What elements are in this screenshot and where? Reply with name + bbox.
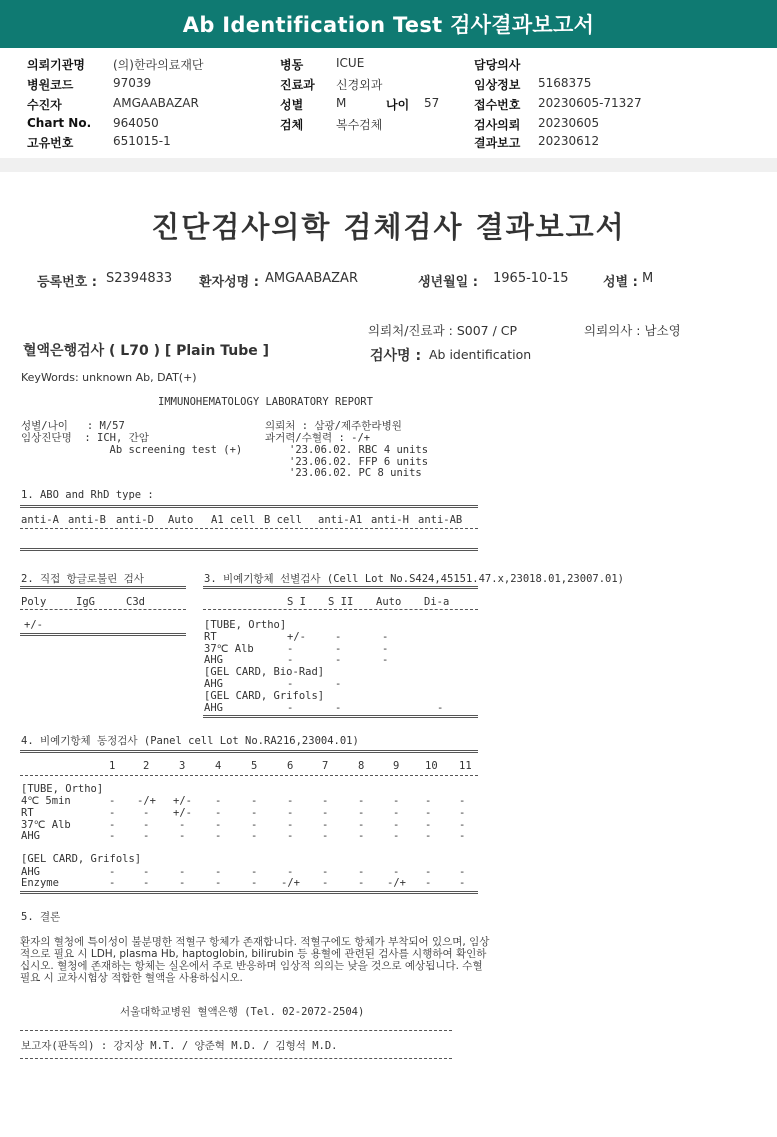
info-value-text: M	[336, 96, 347, 110]
screen-result-cell: +/-	[287, 630, 306, 643]
panel-result-cell: -	[322, 866, 329, 878]
panel-result-cell: -	[322, 877, 329, 889]
info-row	[386, 96, 409, 113]
transfusion-line: '23.06.02. PC 8 units	[289, 467, 422, 479]
info-row	[280, 116, 303, 133]
panel-result-cell: -	[322, 795, 329, 807]
panel-result-cell: -	[287, 795, 294, 807]
screen-result-cell: -	[437, 701, 444, 714]
panel-result-cell: -	[425, 819, 432, 831]
panel-result-cell: -	[358, 866, 365, 878]
panel-result-cell: -	[179, 877, 186, 889]
screen-row-label: AHG	[204, 678, 223, 690]
info-label: 고유번호	[27, 136, 74, 150]
panel-result-cell: -	[179, 866, 186, 878]
abo-header-cell: anti-D	[116, 514, 154, 526]
dashed-rule	[20, 1030, 452, 1031]
info-value	[113, 96, 199, 110]
panel-result-cell: -	[251, 819, 258, 831]
panel-result-cell: -	[459, 866, 466, 878]
info-value-text: 20230605	[538, 116, 600, 130]
panel-result-cell: -	[251, 877, 258, 889]
panel-result-cell: -	[215, 819, 222, 831]
report-header-title: Ab Identification Test 검사결과보고서	[182, 13, 595, 37]
panel-result-cell: -	[459, 807, 466, 819]
panel-result-cell: -	[393, 819, 400, 831]
transfusion-line: '23.06.02. FFP 6 units	[289, 456, 429, 468]
screen-result-cell: -	[335, 630, 342, 643]
info-value	[424, 96, 439, 110]
info-value-text: 20230605-71327	[538, 96, 642, 110]
panel-result-cell: -	[143, 866, 150, 878]
dob-value: 1965-10-15	[493, 271, 569, 286]
panel-result-cell: -	[109, 807, 116, 819]
panel-row-label: 4℃ 5min	[21, 795, 71, 807]
info-label: 임상정보	[474, 78, 521, 92]
info-value	[336, 76, 382, 93]
panel-result-cell: -	[251, 866, 258, 878]
panel-result-cell: -	[425, 795, 432, 807]
panel-result-cell: -	[393, 830, 400, 842]
dat-header-cell: Poly	[21, 596, 47, 608]
panel-result-cell: -	[287, 866, 294, 878]
abo-header-cell: anti-B	[68, 514, 106, 526]
panel-row-label: [TUBE, Ortho]	[21, 783, 104, 795]
info-value-text: AMGAABAZAR	[113, 96, 199, 110]
info-value-text: 964050	[113, 116, 159, 130]
panel-result-cell: -	[322, 830, 329, 842]
screen-result-cell: -	[335, 642, 342, 655]
abo-header-cell: anti-A1	[318, 514, 363, 526]
info-row	[474, 76, 520, 93]
panel-result-cell: -	[459, 877, 466, 889]
panel-result-cell: -	[358, 877, 365, 889]
screen-result-cell: -	[287, 654, 294, 667]
panel-result-cell: -	[143, 807, 150, 819]
screen-result-cell: -	[382, 654, 389, 667]
panel-header-cell: 7	[322, 760, 329, 772]
panel-result-cell: -	[393, 807, 400, 819]
panel-result-cell: -	[358, 830, 365, 842]
panel-result-cell: -/+	[387, 877, 406, 889]
info-value	[113, 134, 171, 148]
panel-result-cell: -	[251, 830, 258, 842]
panel-result-cell: -	[143, 877, 150, 889]
abo-header-cell: anti-H	[371, 514, 409, 526]
info-row	[280, 96, 303, 113]
info-row	[280, 56, 303, 73]
info-row	[474, 134, 520, 151]
panel-row-label: AHG	[21, 830, 40, 842]
double-rule	[20, 505, 478, 508]
screening-line: Ab screening test (+)	[21, 444, 243, 456]
dashed-rule	[203, 609, 478, 610]
info-row	[27, 134, 73, 151]
info-label: 접수번호	[474, 98, 521, 112]
info-row	[280, 76, 315, 93]
panel-result-cell: -	[251, 807, 258, 819]
info-label: 성별	[280, 98, 304, 112]
history-line: 과거력/수혈력 : -/+	[265, 432, 371, 444]
panel-result-cell: -	[287, 830, 294, 842]
panel-result-cell: -	[425, 866, 432, 878]
double-rule	[20, 891, 478, 894]
info-value	[538, 116, 599, 130]
section2-title: 2. 직접 항글로불린 검사	[21, 573, 144, 585]
screen-result-cell: -	[335, 654, 342, 667]
panel-result-cell: -	[143, 830, 150, 842]
keywords: KeyWords: unknown Ab, DAT(+)	[21, 371, 197, 384]
panel-result-cell: -	[459, 830, 466, 842]
panel-result-cell: -	[109, 819, 116, 831]
panel-result-cell: -	[287, 807, 294, 819]
double-rule	[20, 548, 478, 551]
dashed-rule	[20, 609, 186, 610]
section-title: 혈액은행검사 ( L70 ) [ Plain Tube ]	[23, 343, 270, 359]
dat-header-cell: C3d	[126, 596, 145, 608]
screen-row-label: [GEL CARD, Bio-Rad]	[204, 666, 325, 679]
panel-result-cell: -	[109, 795, 116, 807]
hospital-line: 서울대학교병원 혈액은행 (Tel. 02-2072-2504)	[120, 1006, 365, 1018]
sex-age-line: 성별/나이 : M/57	[21, 420, 125, 432]
info-label: 진료과	[280, 78, 315, 92]
info-value	[336, 56, 364, 70]
screen-header-cell: Di-a	[424, 596, 450, 608]
panel-result-cell: -	[358, 807, 365, 819]
panel-row-label: [GEL CARD, Grifols]	[21, 853, 142, 865]
info-row	[474, 56, 520, 73]
clinical-diagnosis: 임상진단명 : ICH, 간암	[21, 432, 149, 444]
double-rule	[203, 586, 478, 589]
panel-result-cell: -	[251, 795, 258, 807]
panel-result-cell: -	[459, 795, 466, 807]
panel-result-cell: -/+	[281, 877, 300, 889]
panel-result-cell: -	[425, 830, 432, 842]
panel-header-cell: 2	[143, 760, 150, 772]
abo-header-cell: A1 cell	[211, 514, 256, 526]
doctor-info: 의뢰의사 : 남소영	[584, 323, 681, 338]
dat-poly-value: +/-	[24, 619, 43, 631]
panel-result-cell: -	[358, 795, 365, 807]
screen-result-cell: -	[287, 678, 294, 690]
dat-header-cell: IgG	[76, 596, 95, 608]
section4-title: 4. 비예기항체 동정검사 (Panel cell Lot No.RA216,23004.01)	[21, 735, 359, 747]
sex-label: 성별 :	[603, 275, 638, 290]
panel-result-cell: -	[215, 830, 222, 842]
reporter-line: 보고자(판독의) : 강지상 M.T. / 양준혁 M.D. / 김형석 M.D.	[21, 1040, 338, 1052]
info-row	[474, 116, 520, 133]
abo-header-cell: anti-AB	[418, 514, 463, 526]
info-value	[113, 116, 159, 130]
screen-row-label: 37℃ Alb	[204, 642, 254, 655]
screen-header-cell: S I	[287, 596, 306, 608]
panel-header-cell: 11	[459, 760, 472, 772]
info-value-text: 5168375	[538, 76, 592, 90]
patient-value: AMGAABAZAR	[265, 271, 358, 286]
document-title: 진단검사의학 검체검사 결과보고서	[151, 210, 626, 244]
info-value-text: 20230612	[538, 134, 600, 148]
panel-result-cell: -	[215, 807, 222, 819]
sex-value: M	[642, 271, 654, 286]
abo-header-cell: B cell	[264, 514, 302, 526]
panel-result-cell: -	[179, 819, 186, 831]
panel-result-cell: -	[215, 795, 222, 807]
panel-header-cell: 4	[215, 760, 222, 772]
report-header-banner	[0, 0, 777, 48]
screen-result-cell: -	[382, 630, 389, 643]
abo-header-cell: Auto	[168, 514, 194, 526]
screen-row-label: AHG	[204, 654, 223, 667]
info-value	[538, 96, 642, 110]
info-label: 담당의사	[474, 58, 521, 72]
panel-result-cell: -	[287, 819, 294, 831]
dept-info: 의뢰처/진료과 : S007 / CP	[368, 323, 518, 338]
panel-header-cell: 3	[179, 760, 186, 772]
info-value-text: 신경외과	[336, 78, 383, 92]
info-row	[27, 116, 91, 130]
double-rule	[20, 750, 478, 753]
panel-result-cell: -	[358, 819, 365, 831]
requester-line: 의뢰처 : 삼광/제주한라병원	[265, 420, 402, 432]
panel-header-cell: 1	[109, 760, 116, 772]
test-label: 검사명 :	[370, 348, 422, 364]
info-value	[113, 56, 204, 73]
info-value-text: ICUE	[336, 56, 365, 70]
dashed-rule	[20, 775, 478, 776]
info-label: 결과보고	[474, 136, 521, 150]
info-value-text: 651015-1	[113, 134, 171, 148]
section3-title: 3. 비예기항체 선별검사 (Cell Lot No.S424,45151.47.x,23018.01,23007.01)	[204, 573, 625, 585]
info-value	[336, 116, 382, 133]
section5-title: 5. 결론	[21, 911, 61, 923]
section-divider	[0, 158, 777, 172]
panel-result-cell: -	[109, 830, 116, 842]
screen-row-label: RT	[204, 630, 217, 643]
panel-result-cell: -	[179, 830, 186, 842]
info-label: Chart No.	[27, 116, 92, 130]
panel-result-cell: -/+	[137, 795, 156, 807]
info-label: 검사의뢰	[474, 118, 521, 132]
age-value: 57	[424, 96, 440, 110]
dashed-rule	[20, 1058, 452, 1059]
panel-result-cell: -	[143, 819, 150, 831]
info-row	[27, 56, 85, 73]
info-value-text: (의)한라의료재단	[113, 58, 204, 72]
panel-result-cell: -	[425, 877, 432, 889]
panel-header-cell: 6	[287, 760, 294, 772]
panel-result-cell: +/-	[173, 795, 192, 807]
info-label: 병원코드	[27, 78, 74, 92]
panel-result-cell: -	[425, 807, 432, 819]
age-label: 나이	[386, 98, 410, 112]
double-rule	[20, 633, 186, 636]
info-value	[538, 76, 591, 90]
abo-header-cell: anti-A	[21, 514, 59, 526]
panel-result-cell: -	[215, 866, 222, 878]
screen-result-cell: -	[287, 701, 294, 714]
screen-row-label: AHG	[204, 701, 223, 714]
dashed-rule	[20, 528, 478, 529]
double-rule	[20, 586, 186, 589]
screen-result-cell: -	[287, 642, 294, 655]
info-value	[336, 96, 346, 110]
panel-header-cell: 8	[358, 760, 365, 772]
info-value-text: 복수검체	[336, 118, 383, 132]
panel-result-cell: -	[109, 877, 116, 889]
panel-result-cell: -	[459, 819, 466, 831]
lab-heading: IMMUNOHEMATOLOGY LABORATORY REPORT	[158, 396, 373, 408]
double-rule	[203, 715, 478, 718]
panel-header-cell: 9	[393, 760, 400, 772]
transfusion-line: '23.06.02. RBC 4 units	[289, 444, 429, 456]
info-value-text: 97039	[113, 76, 152, 90]
info-value	[113, 76, 151, 90]
info-value	[538, 134, 599, 148]
reg-label: 등록번호 :	[37, 275, 97, 290]
info-label: 수진자	[27, 98, 62, 112]
screen-result-cell: -	[335, 678, 342, 690]
screen-result-cell: -	[335, 701, 342, 714]
panel-header-cell: 10	[425, 760, 438, 772]
patient-label: 환자성명 :	[199, 275, 259, 290]
panel-row-label: AHG	[21, 866, 40, 878]
panel-row-label: RT	[21, 807, 34, 819]
panel-result-cell: -	[393, 866, 400, 878]
info-label: 검체	[280, 118, 304, 132]
panel-result-cell: -	[322, 807, 329, 819]
info-row	[27, 96, 62, 113]
panel-result-cell: -	[393, 795, 400, 807]
screen-row-label: [GEL CARD, Grifols]	[204, 689, 325, 702]
screen-header-cell: Auto	[376, 596, 402, 608]
test-value: Ab identification	[429, 347, 532, 362]
screen-row-label: [TUBE, Ortho]	[204, 619, 287, 631]
info-label: 의뢰기관명	[27, 58, 85, 72]
info-row	[474, 96, 520, 113]
panel-header-cell: 5	[251, 760, 258, 772]
screen-result-cell: -	[382, 642, 389, 655]
info-row	[27, 76, 73, 93]
panel-row-label: Enzyme	[21, 877, 59, 889]
conclusion-text: 환자의 혈청에 특이성이 불분명한 적혈구 항체가 존재합니다. 적혈구에도 항체가 부착되어 있으며, 임상적으로 필요 시 LDH, plasma Hb, haptoglobin, bilirubin 등 용혈에 관련된 검사를 시행하여 확인하십시오. 혈청에 존재하는 항체는 실온에서 주로 반응하며 임상적 의의는 낮을 것으로 예상됩니다. 수혈 필요 시 교차시험상 적합한 혈액을 사용하십시오.	[20, 936, 490, 984]
panel-result-cell: +/-	[173, 807, 192, 819]
screen-header-cell: S II	[328, 596, 354, 608]
info-label: 병동	[280, 58, 304, 72]
dob-label: 생년월일 :	[418, 275, 478, 290]
panel-result-cell: -	[109, 866, 116, 878]
panel-result-cell: -	[322, 819, 329, 831]
reg-value: S2394833	[106, 271, 173, 286]
panel-row-label: 37℃ Alb	[21, 819, 71, 831]
scanned-report-page	[0, 172, 777, 1137]
section1-title: 1. ABO and RhD type :	[21, 489, 154, 501]
panel-result-cell: -	[215, 877, 222, 889]
